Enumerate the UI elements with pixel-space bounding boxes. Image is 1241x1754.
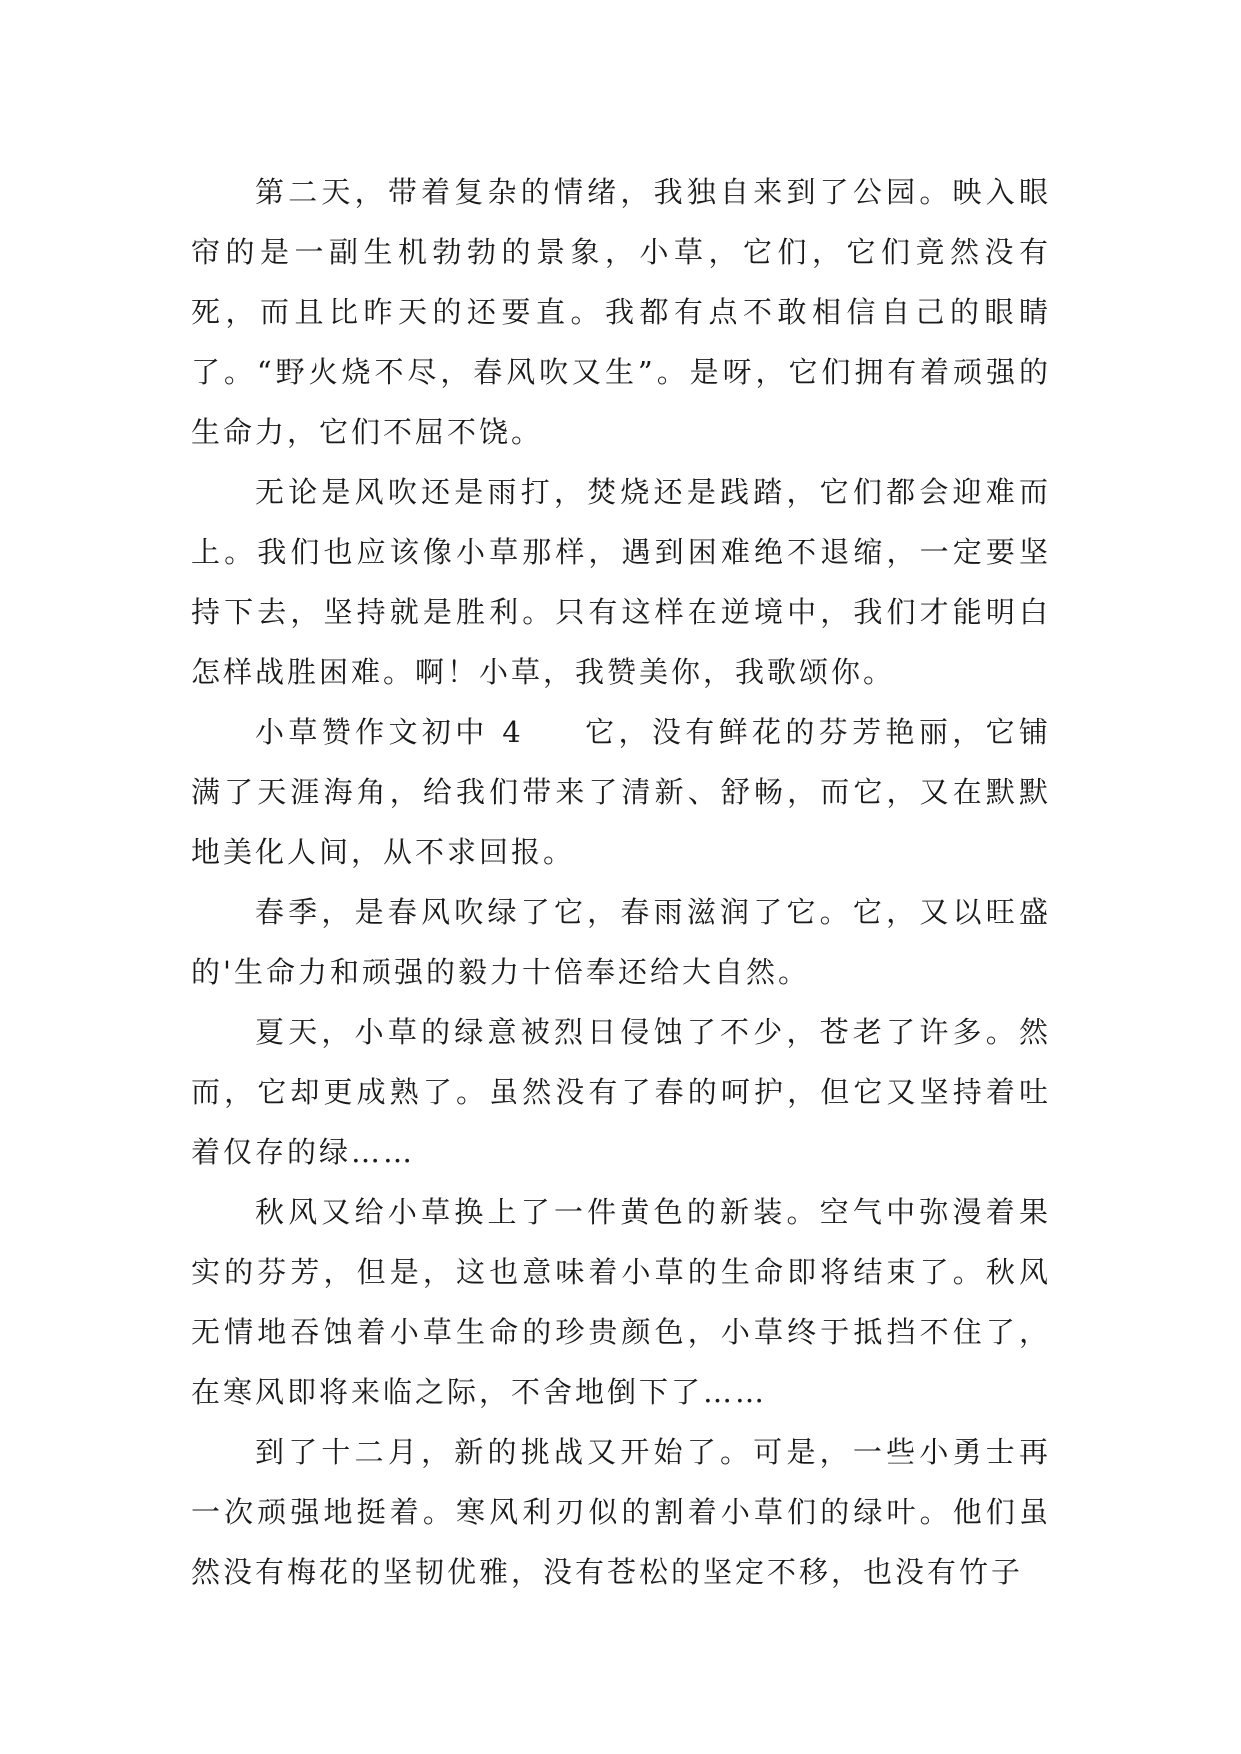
document-body [191, 162, 1051, 1602]
paragraph: 春季，是春风吹绿了它，春雨滋润了它。它，又以旺盛的'生命力和顽强的毅力十倍奉还给大自然。 [191, 895, 1051, 989]
essay-heading: 小草赞作文初中 4 [255, 715, 524, 749]
paragraph: 秋风又给小草换上了一件黄色的新装。空气中弥漫着果实的芬芳，但是，这也意味着小草的生命即将结束了。秋风无情地吞蚀着小草生命的珍贵颜色，小草终于抵挡不住了，在寒风即将来临之际，不舍地倒下了…… [191, 1195, 1051, 1409]
paragraph: 到了十二月，新的挑战又开始了。可是，一些小勇士再一次顽强地挺着。寒风利刃似的割着小草们的绿叶。他们虽然没有梅花的坚韧优雅，没有苍松的坚定不移，也没有竹子 [191, 1435, 1051, 1589]
paragraph: 无论是风吹还是雨打，焚烧还是践踏，它们都会迎难而上。我们也应该像小草那样，遇到困难绝不退缩，一定要坚持下去，坚持就是胜利。只有这样在逆境中，我们才能明白怎样战胜困难。啊！小草，我赞美你，我歌颂你。 [191, 475, 1051, 689]
paragraph: 第二天，带着复杂的情绪，我独自来到了公园。映入眼帘的是一副生机勃勃的景象，小草，它们，它们竟然没有死，而且比昨天的还要直。我都有点不敢相信自己的眼睛了。“野火烧不尽，春风吹又生”。是呀，它们拥有着顽强的生命力，它们不屈不饶。 [191, 175, 1051, 449]
paragraph [191, 702, 1051, 882]
paragraph-text: 它，没有鲜花的芬芳艳丽，它铺满了天涯海角，给我们带来了清新、舒畅，而它，又在默默地美化人间，从不求回报。 [191, 715, 1051, 869]
paragraph: 夏天，小草的绿意被烈日侵蚀了不少，苍老了许多。然而，它却更成熟了。虽然没有了春的呵护，但它又坚持着吐着仅存的绿…… [191, 1015, 1051, 1169]
